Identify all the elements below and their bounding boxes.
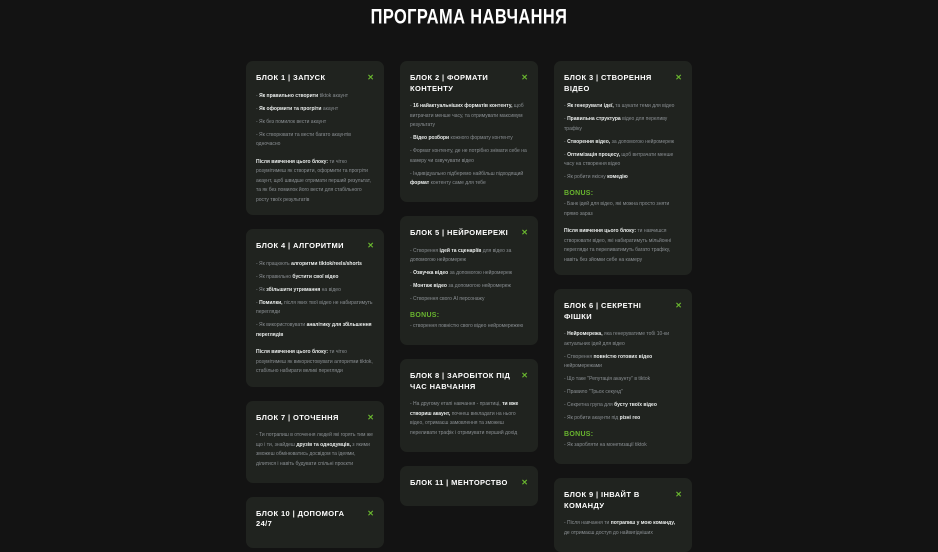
body-text: та шукати теми для відео bbox=[613, 103, 675, 109]
body-text: - Ти потрапиш в оточення людей які горять тим же що і ти, знайдеш bbox=[256, 432, 373, 448]
collapse-x-icon[interactable]: ✕ bbox=[367, 508, 374, 518]
card-bullet bbox=[564, 414, 682, 424]
body-text: - bbox=[410, 103, 414, 109]
body-text: для відео за допомогою нейромереж bbox=[410, 247, 512, 263]
body-text: - Індивідуально підберемо найбільш підходящий bbox=[410, 170, 524, 177]
emphasis-text: Як правильно створити bbox=[259, 92, 319, 99]
collapse-x-icon[interactable]: ✕ bbox=[675, 73, 682, 82]
card-header bbox=[564, 490, 682, 511]
card-title: БЛОК 7 | ОТОЧЕННЯ bbox=[256, 412, 339, 422]
body-text: - Як створювати та вести багато акаунтів одночасно bbox=[256, 131, 351, 147]
card-bullet bbox=[410, 295, 528, 305]
card-bullet bbox=[410, 400, 528, 438]
emphasis-text: повністю готових відео bbox=[593, 353, 653, 360]
emphasis-text: Створення відео, bbox=[567, 138, 611, 145]
card-header bbox=[256, 509, 374, 530]
card-bullet bbox=[410, 147, 528, 166]
card-title: БЛОК 3 | СТВОРЕННЯ ВІДЕО bbox=[564, 73, 652, 93]
card-bullet bbox=[256, 92, 374, 102]
emphasis-text: Відео розбори bbox=[413, 135, 450, 141]
after-summary bbox=[256, 158, 374, 206]
emphasis-text: різні гео bbox=[619, 415, 641, 421]
program-card bbox=[400, 466, 538, 507]
body-text: - bbox=[256, 105, 260, 112]
card-bullet bbox=[410, 134, 528, 144]
card-title: БЛОК 5 | НЕЙРОМЕРЕЖІ bbox=[410, 228, 509, 237]
card-header bbox=[410, 478, 528, 489]
card-bullet bbox=[564, 353, 682, 372]
after-rest: ти навчишся створювати відео, які набиратимуть мільйонні перегляди та переливатимуть багато трафіку, навіть без зйомки себе на камеру bbox=[564, 228, 672, 263]
program-card bbox=[246, 61, 384, 215]
emphasis-text: Помилки, bbox=[259, 299, 283, 306]
after-lead: Після вивчення цього блоку: bbox=[256, 158, 328, 165]
body-text: - Що таке "Репутація акаунту" в tiktok bbox=[564, 376, 651, 382]
card-title: БЛОК 1 | ЗАПУСК bbox=[256, 73, 326, 82]
body-text: щоб витрачати менше часу, та отримувати максимум результату bbox=[410, 103, 524, 128]
card-title: БЛОК 11 | МЕНТОРСТВО bbox=[410, 477, 508, 487]
body-text: - Як робити акаунти під bbox=[564, 415, 620, 421]
after-rest: ти чітко розумітимеш як використовувати алгоритми tiktok, стабільно набирати великі перегляди bbox=[256, 349, 373, 374]
body-text: - Як працюють bbox=[256, 260, 292, 267]
card-bullet bbox=[410, 102, 528, 131]
collapse-x-icon[interactable]: ✕ bbox=[367, 412, 374, 422]
body-text: - Як без помилок вести акаунт bbox=[256, 118, 327, 125]
body-text: - bbox=[564, 116, 568, 122]
body-text: відео для переливу трафіку bbox=[564, 116, 668, 132]
body-text: - bbox=[564, 103, 568, 109]
body-text: за допомогою нейромереж bbox=[448, 270, 513, 276]
program-card bbox=[246, 497, 384, 548]
card-title: БЛОК 4 | АЛГОРИТМИ bbox=[256, 241, 344, 250]
collapse-x-icon[interactable]: ✕ bbox=[521, 477, 528, 487]
card-header bbox=[256, 241, 374, 252]
emphasis-text: бустити свої відео bbox=[292, 273, 339, 280]
card-bullet bbox=[256, 431, 374, 469]
body-text: - bbox=[564, 138, 568, 145]
emphasis-text: 16 найактуальніших форматів контенту, bbox=[413, 103, 513, 109]
card-header bbox=[256, 413, 374, 424]
body-text: - Правило "Трьох секунд" bbox=[564, 389, 623, 395]
emphasis-text: аналітику для збільшення переглядів bbox=[256, 322, 372, 338]
collapse-x-icon[interactable]: ✕ bbox=[367, 241, 374, 250]
emphasis-text: ідей та сценаріїв bbox=[439, 247, 482, 254]
card-bullet bbox=[564, 401, 682, 411]
collapse-x-icon[interactable]: ✕ bbox=[675, 301, 682, 310]
card-bullet bbox=[256, 321, 374, 340]
card-title: БЛОК 9 | ІНВАЙТ В КОМАНДУ bbox=[564, 490, 640, 510]
body-text: кожного формату контенту bbox=[449, 135, 513, 141]
after-rest: ти чітко розумітимеш як створити, оформити та прогріти акаунт, щоб швидше отримати перший результат, та як без помилок його вести для стабільного росту твоїх результатів bbox=[256, 158, 371, 203]
body-text: - bbox=[564, 331, 568, 337]
card-title: БЛОК 2 | ФОРМАТИ КОНТЕНТУ bbox=[410, 73, 489, 93]
bonus-label: BONUS: bbox=[410, 311, 440, 319]
body-text: за допомогою нейромереж bbox=[610, 138, 675, 145]
card-header bbox=[256, 73, 374, 84]
card-bullet bbox=[564, 138, 682, 148]
card-bullet bbox=[564, 375, 682, 385]
body-text: - Секретна група для bbox=[564, 402, 615, 408]
card-column-1 bbox=[246, 61, 384, 552]
body-text: - створення повністю свого відео нейромережею bbox=[410, 323, 524, 329]
program-card bbox=[246, 401, 384, 483]
body-text: - bbox=[256, 299, 260, 306]
collapse-x-icon[interactable]: ✕ bbox=[675, 490, 682, 499]
card-bullet bbox=[564, 115, 682, 134]
program-card bbox=[554, 61, 692, 275]
card-header bbox=[410, 371, 528, 392]
emphasis-text: друзів та однодумців, bbox=[296, 441, 351, 448]
bonus-bullet bbox=[410, 322, 528, 332]
bonus-label: BONUS: bbox=[564, 430, 594, 438]
card-bullet bbox=[564, 519, 682, 538]
body-text: контенту саме для тебе bbox=[429, 180, 486, 186]
card-title: БЛОК 6 | СЕКРЕТНІ ФІШКИ bbox=[564, 301, 642, 321]
body-text: - Як заробляти на монетизації tiktok bbox=[564, 442, 647, 448]
body-text: на відео bbox=[320, 286, 341, 293]
card-bullet bbox=[256, 131, 374, 150]
card-bullet bbox=[256, 273, 374, 283]
body-text: - bbox=[564, 151, 568, 158]
card-bullet bbox=[410, 269, 528, 279]
body-text: - Як робити якісну bbox=[564, 174, 608, 180]
body-text: - На другому етапі навчання - практиці, bbox=[410, 401, 503, 407]
body-text: - Як правильно bbox=[256, 273, 293, 280]
card-bullet bbox=[256, 299, 374, 318]
body-text: - bbox=[410, 270, 414, 276]
card-bullet bbox=[410, 170, 528, 189]
program-card bbox=[246, 229, 384, 387]
emphasis-text: Монтаж відео bbox=[413, 283, 447, 289]
after-summary bbox=[256, 348, 374, 377]
emphasis-text: збільшити утримання bbox=[266, 286, 321, 293]
body-text: яка генеруватиме тобі 10-ки актуальних ідей для відео bbox=[564, 331, 669, 347]
page-title: ПРОГРАМА НАВЧАННЯ bbox=[370, 5, 568, 29]
body-text: - Банк ідей для відео, які можна просто зняти прямо зараз bbox=[564, 201, 670, 217]
body-text: за допомогою нейромереж bbox=[446, 283, 511, 289]
bonus-bullet bbox=[564, 441, 682, 451]
card-bullet bbox=[564, 388, 682, 398]
body-text: - bbox=[410, 283, 414, 289]
emphasis-text: Озвучка відео bbox=[413, 270, 449, 276]
program-card bbox=[400, 61, 538, 202]
body-text: tiktok акаунт bbox=[318, 92, 349, 99]
body-text: щоб витрачати менше часу на створення відео bbox=[564, 151, 674, 167]
card-header bbox=[564, 301, 682, 322]
card-title: БЛОК 10 | ДОПОМОГА 24/7 bbox=[256, 508, 345, 528]
card-column-3 bbox=[554, 61, 692, 552]
emphasis-text: потрапиш у мою команду, bbox=[610, 520, 676, 526]
body-text: після яких твої відео не набиратимуть перегляди bbox=[256, 299, 373, 315]
program-card bbox=[554, 478, 692, 552]
card-bullet bbox=[256, 118, 374, 128]
body-text: - Як використовувати bbox=[256, 322, 307, 328]
program-card bbox=[554, 289, 692, 464]
card-bullet bbox=[256, 105, 374, 115]
emphasis-text: формат bbox=[410, 180, 430, 186]
collapse-x-icon[interactable]: ✕ bbox=[521, 73, 528, 82]
card-column-2 bbox=[400, 61, 538, 552]
collapse-x-icon[interactable]: ✕ bbox=[521, 228, 528, 237]
emphasis-text: Правильна структура bbox=[567, 116, 621, 122]
body-text: - bbox=[256, 92, 260, 99]
after-summary bbox=[564, 227, 682, 265]
body-text: - Як bbox=[256, 286, 267, 293]
emphasis-text: ти вже створиш акаунт, bbox=[410, 401, 519, 417]
card-header bbox=[410, 228, 528, 239]
body-text: - Після навчання ти bbox=[564, 520, 611, 526]
body-text: де отримаєш доступ до найвигідніших bbox=[564, 529, 653, 536]
collapse-x-icon[interactable]: ✕ bbox=[521, 371, 528, 380]
card-bullet bbox=[564, 151, 682, 170]
program-card bbox=[400, 216, 538, 345]
collapse-x-icon[interactable]: ✕ bbox=[367, 73, 374, 82]
emphasis-text: Як генерувати ідеї, bbox=[567, 103, 614, 109]
after-lead: Після вивчення цього блоку: bbox=[564, 228, 636, 234]
body-text: - Формат контенту, де не потрібно знімати себе на камеру чи озвучувати відео bbox=[410, 148, 527, 164]
body-text: нейромережами bbox=[564, 363, 602, 369]
program-card bbox=[400, 359, 538, 452]
after-lead: Після вивчення цього блоку: bbox=[256, 349, 328, 355]
emphasis-text: Нейромережа, bbox=[567, 331, 603, 337]
body-text: - Створення свого AI персонажу bbox=[410, 296, 485, 302]
card-bullet bbox=[256, 286, 374, 296]
body-text: акаунт bbox=[321, 105, 339, 112]
bonus-bullet bbox=[564, 200, 682, 219]
emphasis-text: бусту твоїх відео bbox=[614, 402, 657, 408]
card-title: БЛОК 8 | ЗАРОБІТОК ПІД ЧАС НАВЧАННЯ bbox=[410, 371, 511, 391]
body-text: - Створення bbox=[410, 247, 440, 254]
emphasis-text: алгоритми tiktok/reels/shorts bbox=[291, 260, 362, 267]
emphasis-text: Оптимізація процесу, bbox=[567, 151, 621, 158]
card-bullet bbox=[564, 173, 682, 183]
card-bullet bbox=[564, 102, 682, 112]
emphasis-text: Як оформити та прогріти bbox=[259, 105, 322, 112]
card-header bbox=[564, 73, 682, 94]
card-bullet bbox=[410, 282, 528, 292]
emphasis-text: комедію bbox=[607, 174, 628, 180]
body-text: - bbox=[410, 135, 414, 141]
card-bullet bbox=[256, 260, 374, 270]
body-text: почнеш викладати на нього відео, отримаєш замовлення та зможеш переливати трафік і отримувати перший дохід bbox=[410, 410, 518, 436]
body-text: - Створення bbox=[564, 353, 594, 360]
card-bullet bbox=[410, 247, 528, 266]
card-header bbox=[410, 73, 528, 94]
card-bullet bbox=[564, 330, 682, 349]
body-text: з якими зможеш обмінюватись досвідом та ідеями, ділитися і навіть будувати спільні проєкти bbox=[256, 441, 370, 467]
program-grid bbox=[0, 61, 938, 552]
bonus-label: BONUS: bbox=[564, 189, 594, 197]
